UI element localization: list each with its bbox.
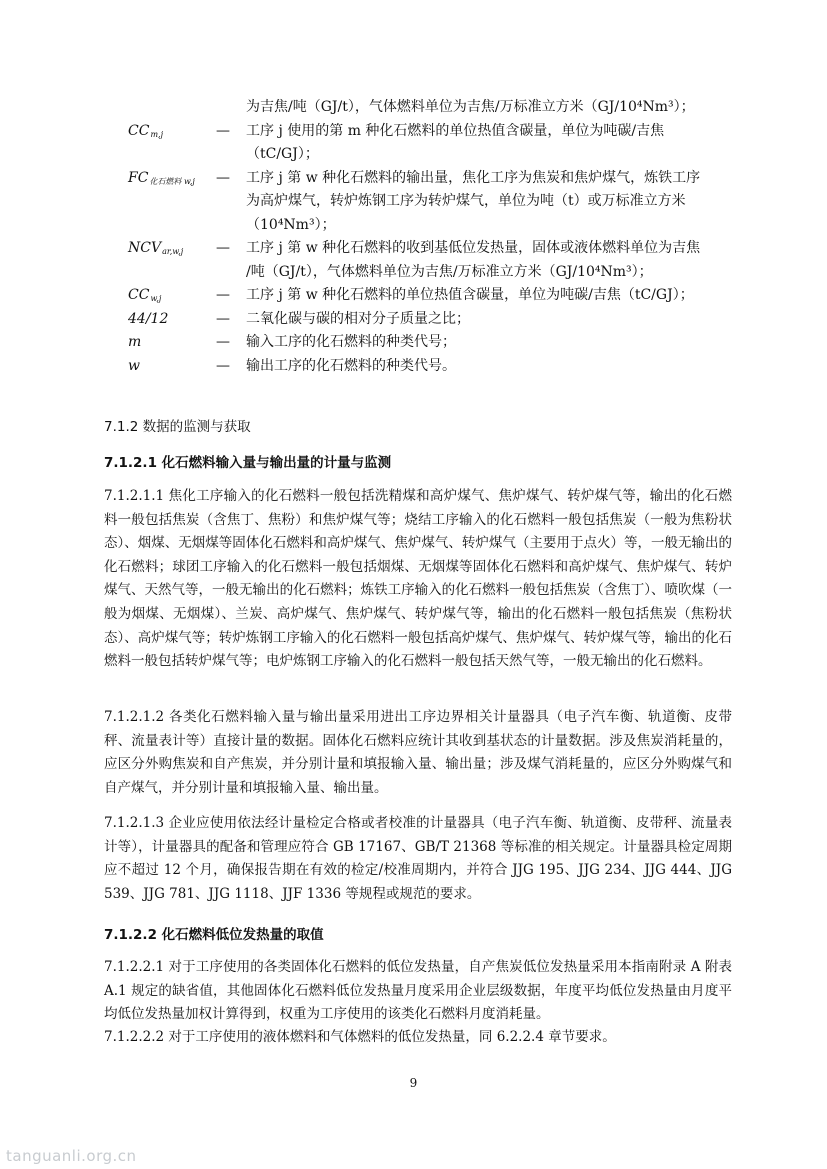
symbol-main: FC — [128, 169, 149, 186]
symbol: m — [128, 334, 142, 350]
paragraph-7-1-2-1-3: 7.1.2.1.3 企业应使用依法经计量检定合格或者校准的计量器具（电子汽车衡、轨道衡、皮带秤、流量表计等），计量器具的配备和管理应符合 GB 17167、GB/T 21368 等标准的相关规定。计量器具检定周期应不超过 12 个月，确保报告期在有效的检定/校准周期内，并符合 JJG 195、JJG 234、JJG 444、JJG 539、JJG 781、JJG 1118、JJF 1336 等规程或规范的要求。 — [104, 815, 732, 902]
symbol-main: CC — [128, 287, 150, 303]
symbol — [128, 120, 163, 147]
symbol-main: CC — [128, 122, 150, 139]
section-heading-7-1-2-1: 7.1.2.1 化石燃料输入量与输出量的计量与监测 — [104, 455, 392, 471]
section-heading-7-1-2: 7.1.2 数据的监测与获取 — [104, 419, 251, 435]
paragraph-7-1-2-1-1: 7.1.2.1.1 焦化工序输入的化石燃料一般包括洗精煤和高炉煤气、焦炉煤气、转炉煤气等，输出的化石燃料一般包括焦炭（含焦丁、焦粉）和焦炉煤气等；烧结工序输入的化石燃料一般包括焦炭（一般为焦粉状态）、烟煤、无烟煤等固体化石燃料和高炉煤气、焦炉煤气、转炉煤气（主要用于点火）等，一般无输出的化石燃料；球团工序输入的化石燃料一般包括烟煤、无烟煤等固体化石燃料和高炉煤气、焦炉煤气、转炉煤气、天然气等，一般无输出的化石燃料；炼铁工序输入的化石燃料一般包括焦炭（含焦丁）、喷吹煤（一般为烟煤、无烟煤）、兰炭、高炉煤气、焦炉煤气、转炉煤气等，输出的化石燃料一般包括焦炭（焦粉状态）、高炉煤气等；转炉炼钢工序输入的化石燃料一般包括高炉煤气、焦炉煤气、转炉煤气等，输出的化石燃料一般包括转炉煤气等；电炉炼钢工序输入的化石燃料一般包括天然气等，一般无输出的化石燃料。 — [104, 488, 732, 670]
symbol-subscript: m,j — [150, 129, 164, 139]
definition-text: 输出工序的化石燃料的种类代号。 — [246, 357, 456, 374]
definition-m — [128, 331, 728, 355]
paragraph-7-1-2-2-1: 7.1.2.2.1 对于工序使用的各类固体化石燃料的低位发热量，自产焦炭低位发热量采用本指南附录 A 附表 A.1 规定的缺省值，其他固体化石燃料低位发热量月度采用企业层级数据，年度平均低位发热量由月度平均低位发热量加权计算得到，权重为工序使用的该类化石燃料月度消耗量。 — [104, 959, 732, 1023]
definition-text: （10⁴Nm³）； — [246, 216, 336, 233]
symbol-subscript: 化石燃料 w,j — [149, 176, 195, 186]
definition-text: 工序 j 使用的第 m 种化石燃料的单位热值含碳量，单位为吨碳/吉焦 — [246, 122, 665, 139]
watermark: tanguanli.org.cn — [6, 1147, 137, 1165]
definition-cc-wj — [128, 284, 728, 308]
definition-continuation — [128, 96, 728, 120]
dash: — — [216, 169, 230, 186]
definition-ratio — [128, 308, 728, 332]
symbol — [128, 237, 183, 264]
definition-text: 工序 j 第 w 种化石燃料的单位热值含碳量，单位为吨碳/吉焦（tC/GJ）； — [246, 287, 694, 303]
definition-text: /吨（GJ/t），气体燃料单位为吉焦/万标准立方米（GJ/10⁴Nm³）； — [246, 263, 653, 280]
symbol-subscript: ar,w,j — [162, 247, 184, 256]
symbol-definitions — [128, 96, 728, 378]
symbol: w — [128, 357, 140, 374]
symbol-main: NCV — [128, 240, 162, 256]
dash: — — [216, 310, 230, 327]
definition-text: 输入工序的化石燃料的种类代号； — [246, 334, 456, 350]
dash: — — [216, 287, 230, 303]
symbol: 44/12 — [128, 310, 169, 327]
paragraph-7-1-2-1-2: 7.1.2.1.2 各类化石燃料输入量与输出量采用进出工序边界相关计量器具（电子汽车衡、轨道衡、皮带秤、流量表计等）直接计量的数据。固体化石燃料应统计其收到基状态的计量数据。涉及焦炭消耗量的，应区分外购焦炭和自产焦炭，并分别计量和填报输入量、输出量；涉及煤气消耗量的，应区分外购煤气和自产煤气，并分别计量和填报输入量、输出量。 — [104, 709, 732, 796]
dash: — — [216, 334, 230, 350]
definition-text: 为高炉煤气，转炉炼钢工序为转炉煤气，单位为吨（t）或万标准立方米 — [246, 193, 686, 209]
definition-text: 工序 j 第 w 种化石燃料的收到基低位发热量，固体或液体燃料单位为吉焦 — [246, 240, 701, 256]
definition-text: 为吉焦/吨（GJ/t），气体燃料单位为吉焦/万标准立方米（GJ/10⁴Nm³）； — [246, 99, 695, 115]
definition-text: 二氧化碳与碳的相对分子质量之比； — [246, 310, 470, 327]
dash: — — [216, 240, 230, 256]
paragraph-7-1-2-2-2: 7.1.2.2.2 对于工序使用的液体燃料和气体燃料的低位发热量，同 6.2.2.4 章节要求。 — [104, 1029, 616, 1045]
page-number: 9 — [409, 1076, 418, 1090]
definition-fc — [128, 167, 728, 238]
symbol-subscript: w,j — [150, 294, 162, 303]
definition-cc-mj — [128, 120, 728, 167]
definition-ncv — [128, 237, 728, 284]
definition-w — [128, 355, 728, 379]
definition-text: 工序 j 第 w 种化石燃料的输出量，焦化工序为焦炭和焦炉煤气，炼铁工序 — [246, 169, 701, 186]
symbol — [128, 167, 195, 194]
definition-text: （tC/GJ）； — [246, 146, 319, 162]
section-heading-7-1-2-2: 7.1.2.2 化石燃料低位发热量的取值 — [104, 927, 324, 943]
dash: — — [216, 122, 230, 139]
dash: — — [216, 357, 230, 374]
